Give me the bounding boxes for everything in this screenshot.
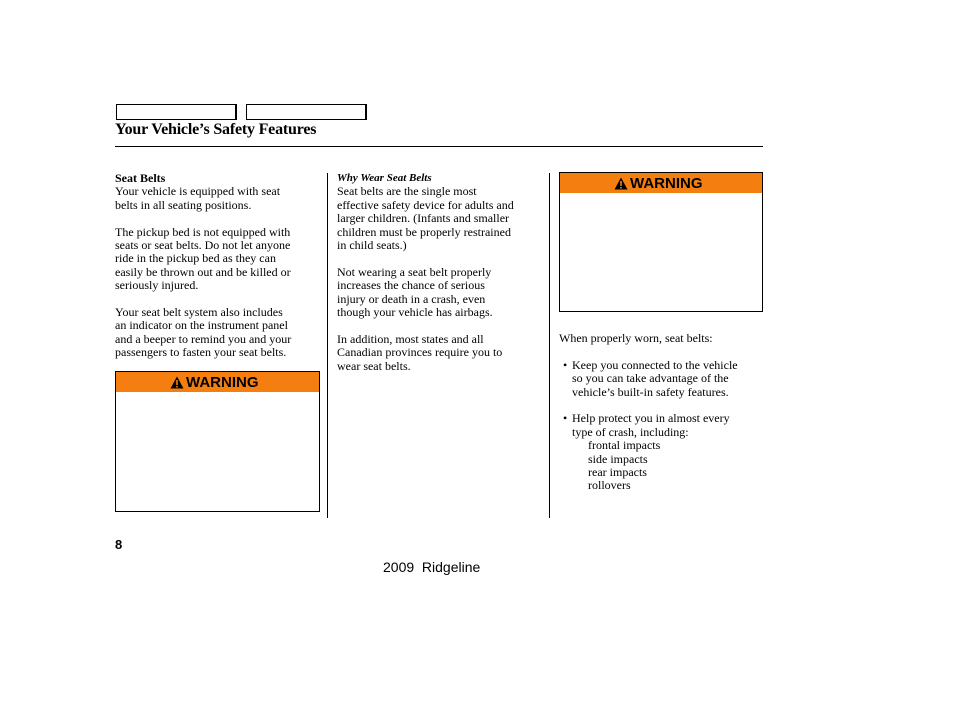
bullet-line: Help protect you in almost every <box>572 411 730 426</box>
warning-box-2 <box>559 172 763 312</box>
paragraph-line: seriously injured. <box>115 278 199 293</box>
column-2 <box>337 172 545 373</box>
warning-box-1 <box>115 371 320 512</box>
paragraph-line: seats or seat belts. Do not let anyone <box>115 238 291 253</box>
warning-header <box>116 372 319 392</box>
bullet-intro: When properly worn, seat belts: <box>559 331 713 345</box>
paragraph-line: in child seats.) <box>337 238 407 253</box>
crash-type-item: rear impacts <box>588 465 647 480</box>
paragraph-line: larger children. (Infants and smaller <box>337 211 510 226</box>
crash-type-item: rollovers <box>588 478 631 493</box>
paragraph-line: In addition, most states and all <box>337 331 484 346</box>
paragraph-line: Seat belts are the single most <box>337 184 477 199</box>
paragraph-line: children must be properly restrained <box>337 224 511 239</box>
paragraph-line: wear seat belts. <box>337 358 411 373</box>
paragraph-line: Canadian provinces require you to <box>337 345 503 360</box>
subheading-why-wear: Why Wear Seat Belts <box>337 172 432 184</box>
paragraph-line: The pickup bed is not equipped with <box>115 224 291 239</box>
paragraph-line: passengers to fasten your seat belts. <box>115 345 287 360</box>
nav-tab-box-1[interactable] <box>116 104 237 120</box>
bullet-item <box>559 412 763 439</box>
paragraph-line: and a beeper to remind you and your <box>115 331 292 346</box>
bullet-line: type of crash, including: <box>572 424 689 439</box>
column-divider-1 <box>327 173 328 518</box>
page-title: Your Vehicle’s Safety Features <box>115 121 317 138</box>
crash-type-item: frontal impacts <box>588 438 661 453</box>
bullet-dot: • <box>563 411 568 426</box>
paragraph-line: belts in all seating positions. <box>115 197 252 212</box>
bullet-line: so you can take advantage of the <box>572 371 729 386</box>
paragraph-line: Your vehicle is equipped with seat <box>115 184 281 199</box>
footer-model: 2009 Ridgeline <box>383 559 481 575</box>
paragraph-line: injury or death in a crash, even <box>337 291 486 306</box>
column-divider-2 <box>549 173 550 518</box>
warning-label: WARNING <box>630 174 703 192</box>
nav-tab-box-2[interactable] <box>246 104 367 120</box>
warning-label: WARNING <box>186 373 259 391</box>
warning-triangle-icon <box>614 177 628 190</box>
column-1 <box>115 172 323 360</box>
warning-triangle-icon <box>170 376 184 389</box>
warning-header <box>560 173 762 193</box>
paragraph-line: effective safety device for adults and <box>337 197 514 212</box>
paragraph-line: increases the chance of serious <box>337 278 485 293</box>
section-heading-seat-belts: Seat Belts <box>115 171 166 185</box>
paragraph-line: Not wearing a seat belt properly <box>337 264 492 279</box>
header-rule <box>115 146 763 147</box>
bullet-line: vehicle’s built-in safety features. <box>572 384 729 399</box>
paragraph-line: easily be thrown out and be killed or <box>115 264 291 279</box>
paragraph-line: Your seat belt system also includes <box>115 305 283 320</box>
paragraph-line: an indicator on the instrument panel <box>115 318 288 333</box>
bullet-dot: • <box>563 357 568 372</box>
page-number: 8 <box>115 537 123 552</box>
column-3 <box>559 332 763 493</box>
paragraph-line: though your vehicle has airbags. <box>337 305 493 320</box>
paragraph-line: ride in the pickup bed as they can <box>115 251 276 266</box>
crash-type-item: side impacts <box>588 451 648 466</box>
bullet-line: Keep you connected to the vehicle <box>572 357 738 372</box>
bullet-item <box>559 359 763 399</box>
